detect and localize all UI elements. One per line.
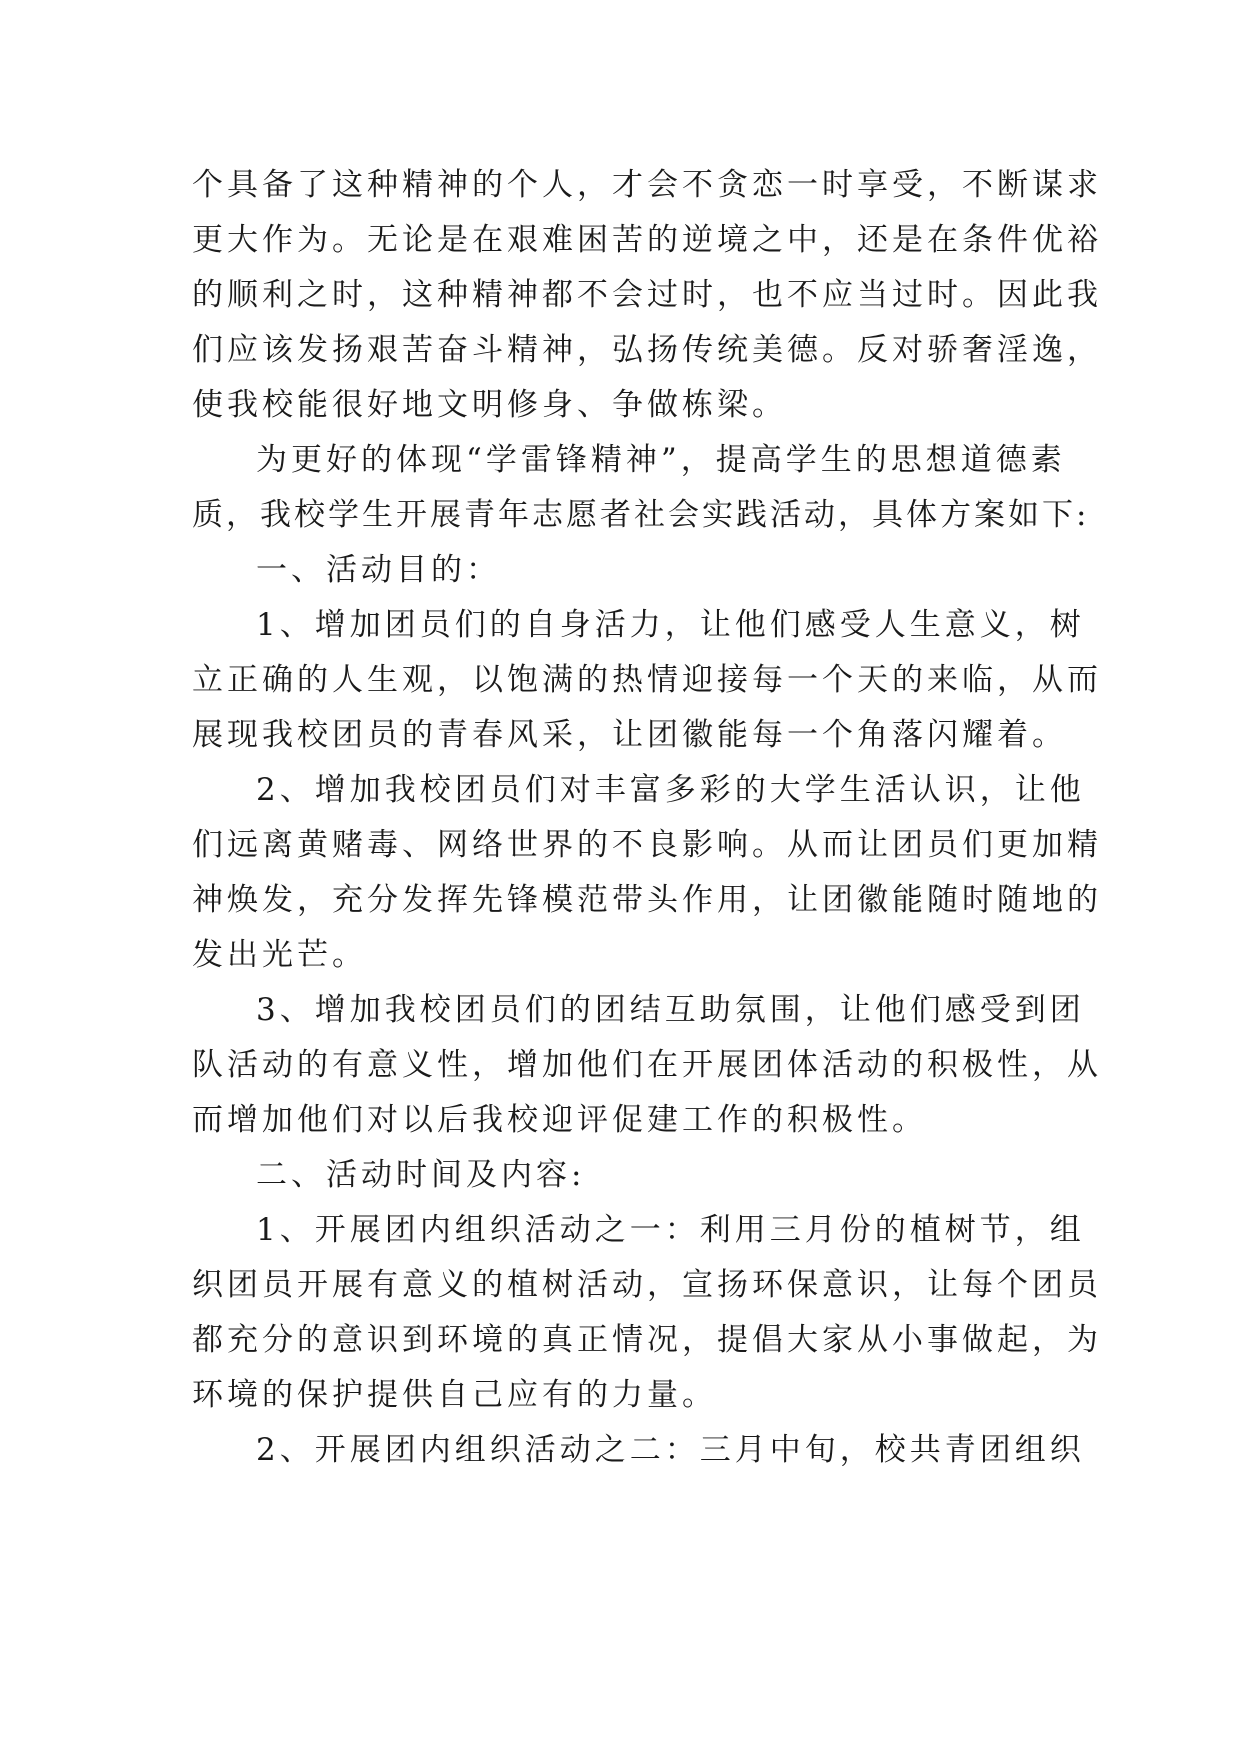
paragraph-first-line: 1、开展团内组织活动之一：利用三月份的植树节，组 [256, 1212, 1085, 1248]
text-line: 都充分的意识到环境的真正情况，提倡大家从小事做起，为 [192, 1322, 1102, 1358]
text-line: 展现我校团员的青春风采，让团徽能每一个角落闪耀着。 [192, 717, 1067, 753]
text-line: 队活动的有意义性，增加他们在开展团体活动的积极性，从 [192, 1047, 1102, 1083]
text-line: 们应该发扬艰苦奋斗精神，弘扬传统美德。反对骄奢淫逸， [192, 332, 1102, 368]
section-heading: 二、活动时间及内容: [256, 1157, 586, 1193]
text-line: 发出光芒。 [192, 937, 367, 973]
section-heading: 一、活动目的： [256, 552, 501, 588]
text-line: 立正确的人生观，以饱满的热情迎接每一个天的来临，从而 [192, 662, 1102, 698]
text-line: 神焕发，充分发挥先锋模范带头作用，让团徽能随时随地的 [192, 882, 1102, 918]
text-line: 而增加他们对以后我校迎评促建工作的积极性。 [192, 1102, 927, 1138]
paragraph-first-line: 1、增加团员们的自身活力，让他们感受人生意义，树 [256, 607, 1085, 643]
document-body [192, 158, 1102, 1478]
paragraph-first-line: 2、开展团内组织活动之二：三月中旬，校共青团组织 [256, 1432, 1085, 1468]
paragraph-first-line: 3、增加我校团员们的团结互助氛围，让他们感受到团 [256, 992, 1085, 1028]
text-line: 使我校能很好地文明修身、争做栋梁。 [192, 387, 787, 423]
text-line: 更大作为。无论是在艰难困苦的逆境之中，还是在条件优裕 [192, 222, 1102, 258]
text-line: 环境的保护提供自己应有的力量。 [192, 1377, 717, 1413]
paragraph-first-line: 2、增加我校团员们对丰富多彩的大学生活认识，让他 [256, 772, 1085, 808]
text-line: 个具备了这种精神的个人，才会不贪恋一时享受，不断谋求 [192, 167, 1102, 203]
text-line: 们远离黄赌毒、网络世界的不良影响。从而让团员们更加精 [192, 827, 1102, 863]
paragraph-first-line: 为更好的体现“学雷锋精神”，提高学生的思想道德素 [256, 442, 1066, 478]
text-line: 的顺利之时，这种精神都不会过时，也不应当过时。因此我 [192, 277, 1102, 313]
text-line: 织团员开展有意义的植树活动，宣扬环保意识，让每个团员 [192, 1267, 1102, 1303]
text-line: 质，我校学生开展青年志愿者社会实践活动，具体方案如下: [192, 497, 1090, 533]
